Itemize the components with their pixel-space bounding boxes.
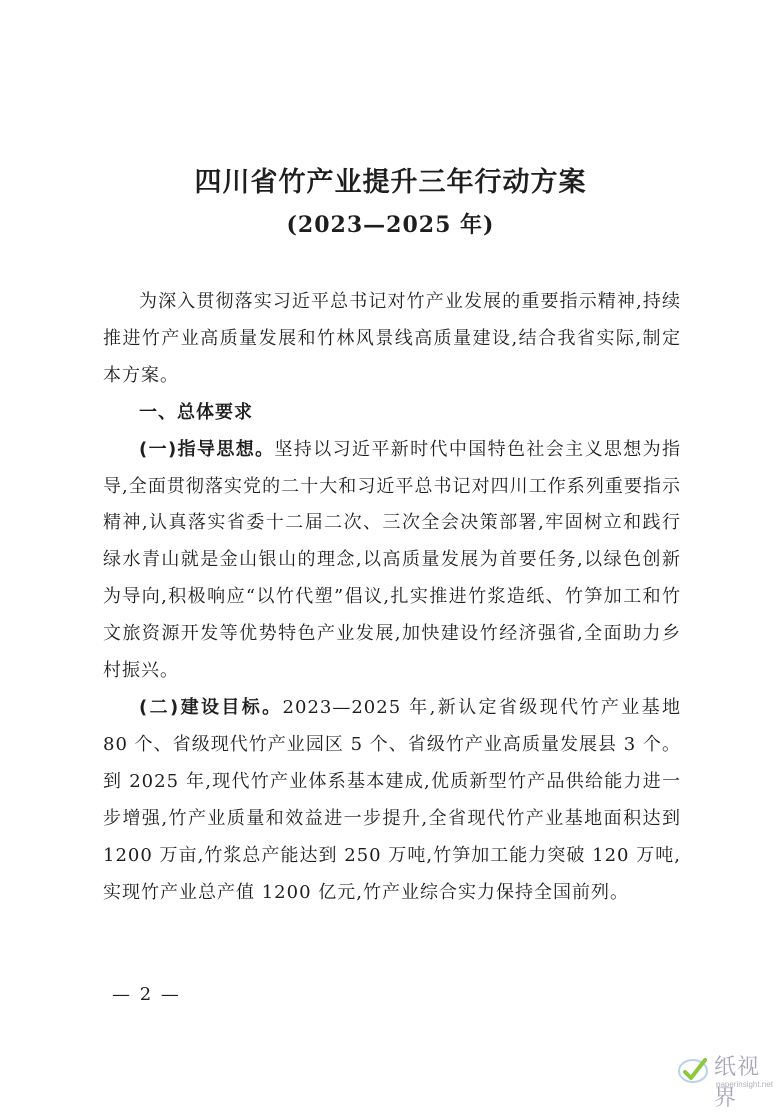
item-text: 坚持以习近平新时代中国特色社会主义思想为指导,全面贯彻落实党的二十大和习近平总书记对四川工作系列重要指示精神,认真落实省委十二届二次、三次全会决策部署,牢固树立和践行绿水青山就是金山银山的理念,以高质量发展为首要任务,以绿色创新为导向,积极响应“以竹代塑”倡议,扎实推进竹浆造纸、竹笋加工和竹文旅资源开发等优势特色产业发展,加快建设竹经济强省,全面助力乡村振兴。 bbox=[103, 438, 682, 682]
item-text: 2023—2025 年,新认定省级现代竹产业基地 80 个、省级现代竹产业园区 5 个、省级竹产业高质量发展县 3 个。到 2025 年,现代竹产业体系基本建成,优质新型竹产品供给能力进一步增强,竹产业质量和效益进一步提升,全省现代竹产业基地面积达到 1200 万亩,竹浆总产能达到 250 万吨,竹笋加工能力突破 120 万吨,实现竹产业总产值 1200 亿元,竹产业综合实力保持全国前列。 bbox=[103, 696, 682, 903]
page-number: — 2 — bbox=[112, 984, 181, 1005]
paperinsight-logo-icon bbox=[676, 1052, 712, 1088]
item-lead: (二)建设目标。 bbox=[139, 696, 283, 718]
guiding-ideology-paragraph bbox=[103, 432, 681, 690]
document-title: 四川省竹产业提升三年行动方案 bbox=[194, 167, 587, 198]
document-subtitle: (2023—2025 年) bbox=[286, 212, 495, 238]
watermark-text: 纸视界 bbox=[714, 1055, 761, 1111]
watermark-url: paperinsight.net bbox=[716, 1080, 773, 1089]
document-body bbox=[103, 284, 681, 911]
item-lead: (一)指导思想。 bbox=[139, 438, 275, 460]
construction-goals-paragraph bbox=[103, 690, 681, 911]
section-heading: 一、总体要求 bbox=[139, 401, 253, 423]
watermark bbox=[676, 1046, 776, 1111]
intro-paragraph: 为深入贯彻落实习近平总书记对竹产业发展的重要指示精神,持续推进竹产业高质量发展和竹林风景线高质量建设,结合我省实际,制定本方案。 bbox=[103, 291, 681, 386]
